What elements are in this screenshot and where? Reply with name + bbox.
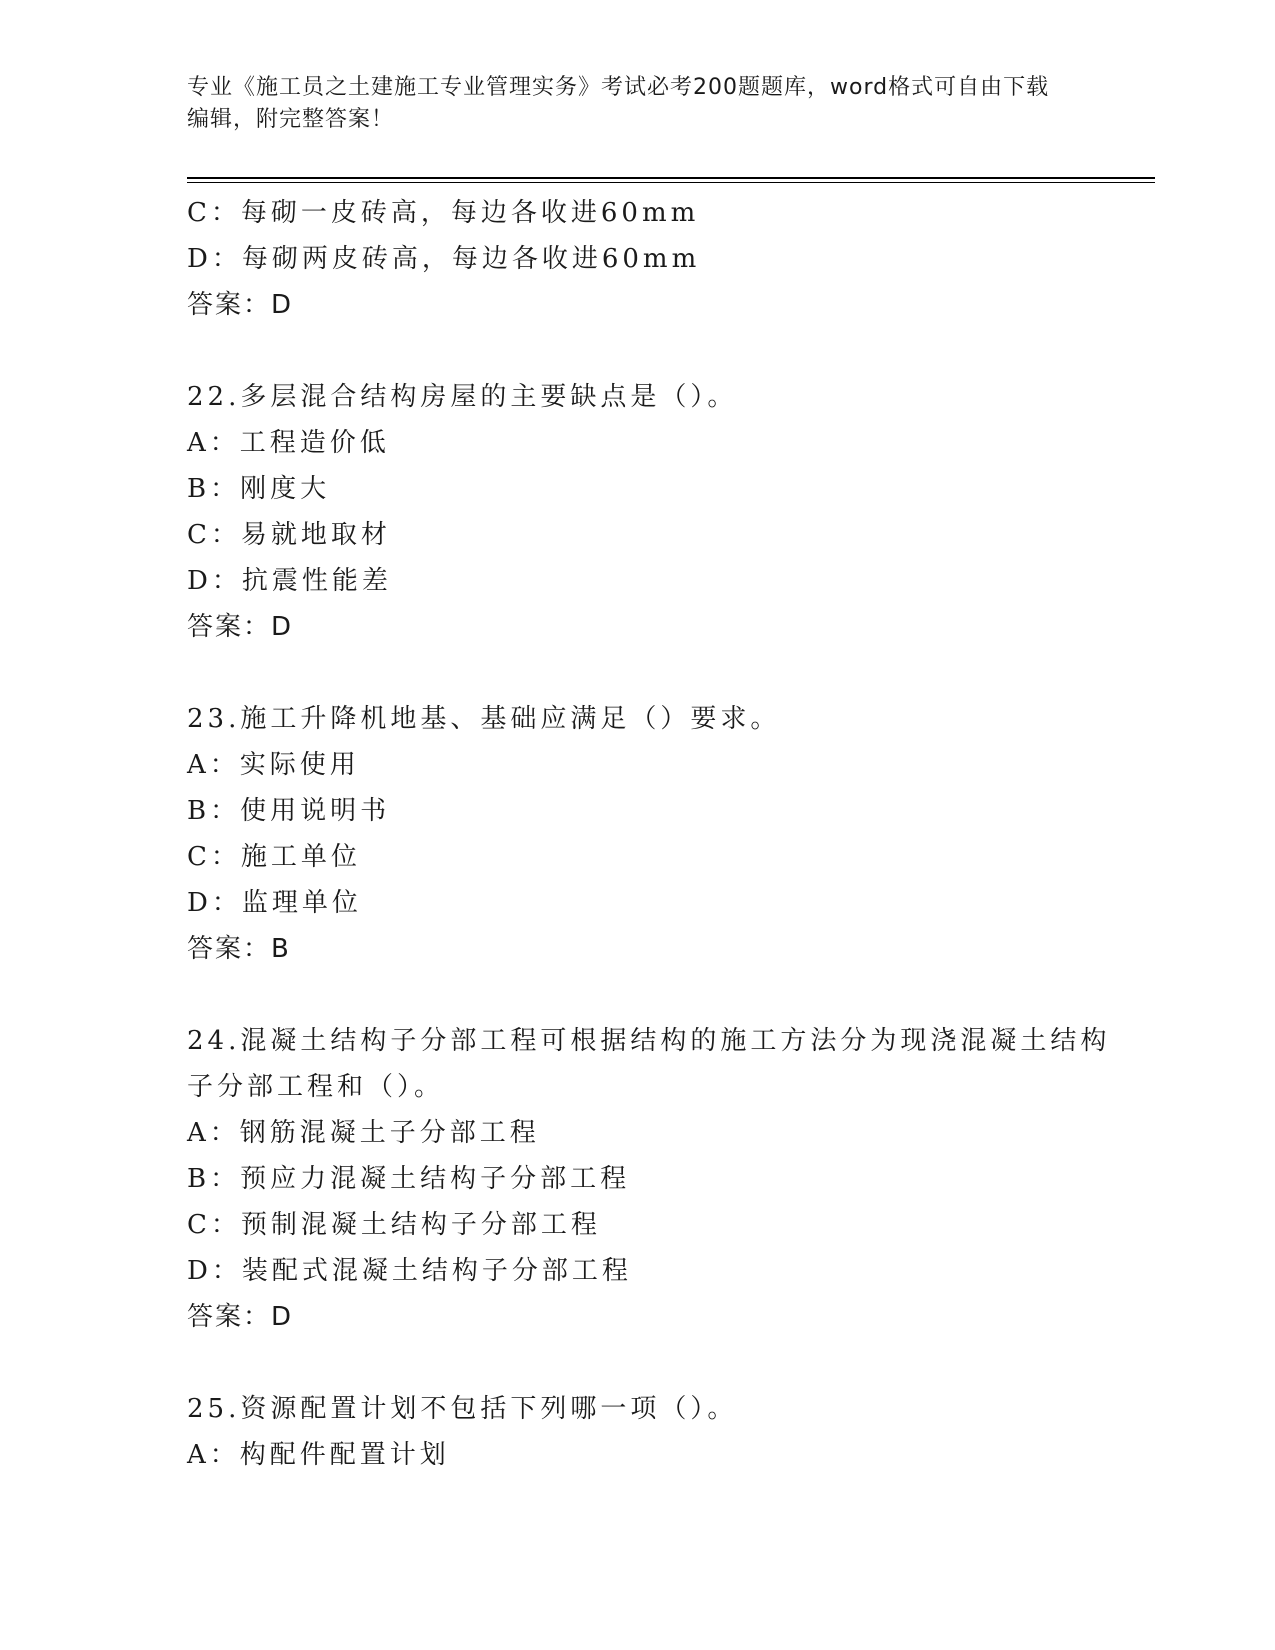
question-22 (187, 374, 1087, 650)
partial-question (187, 190, 1087, 328)
question-text: 25.资源配置计划不包括下列哪一项（）。 (187, 1394, 738, 1424)
option-d: D：监理单位 (187, 888, 362, 918)
spacer (187, 650, 1087, 696)
question-text-line-2: 子分部工程和（）。 (187, 1072, 445, 1102)
option-a: A：钢筋混凝土子分部工程 (187, 1118, 540, 1148)
spacer (187, 1340, 1087, 1386)
document-header: 专业《施工员之土建施工专业管理实务》考试必考200题题库，word格式可自由下载编辑，附完整答案！ (187, 75, 1050, 132)
answer-line: 答案：D (187, 1302, 294, 1332)
answer-line: 答案：D (187, 290, 294, 320)
answer-line: 答案：B (187, 934, 291, 964)
header-rule-thin (187, 182, 1155, 183)
option-d: D：抗震性能差 (187, 566, 392, 596)
question-text: 22.多层混合结构房屋的主要缺点是（）。 (187, 382, 738, 412)
question-list (187, 190, 1111, 1478)
answer-line: 答案：D (187, 612, 294, 642)
spacer (187, 328, 1087, 374)
spacer (187, 972, 1087, 1018)
option-a: A：构配件配置计划 (187, 1440, 450, 1470)
option-a: A：工程造价低 (187, 428, 390, 458)
option-b: B：预应力混凝土结构子分部工程 (187, 1164, 631, 1194)
option-b: B：使用说明书 (187, 796, 391, 826)
question-25 (187, 1386, 1087, 1478)
option-b: B：刚度大 (187, 474, 331, 504)
header-rule-thick (187, 177, 1155, 179)
question-23 (187, 696, 1087, 972)
question-text: 23.施工升降机地基、基础应满足（）要求。 (187, 704, 781, 734)
option-c: C：施工单位 (187, 842, 361, 872)
option-d: D：每砌两皮砖高，每边各收进60mm (187, 244, 701, 274)
question-text-line-1: 24.混凝土结构子分部工程可根据结构的施工方法分为现浇混凝土结构 (187, 1026, 1111, 1056)
option-d: D：装配式混凝土结构子分部工程 (187, 1256, 632, 1286)
option-c: C：每砌一皮砖高，每边各收进60mm (187, 198, 700, 228)
option-c: C：易就地取材 (187, 520, 391, 550)
option-c: C：预制混凝土结构子分部工程 (187, 1210, 601, 1240)
option-a: A：实际使用 (187, 750, 360, 780)
question-24 (187, 1018, 1111, 1340)
